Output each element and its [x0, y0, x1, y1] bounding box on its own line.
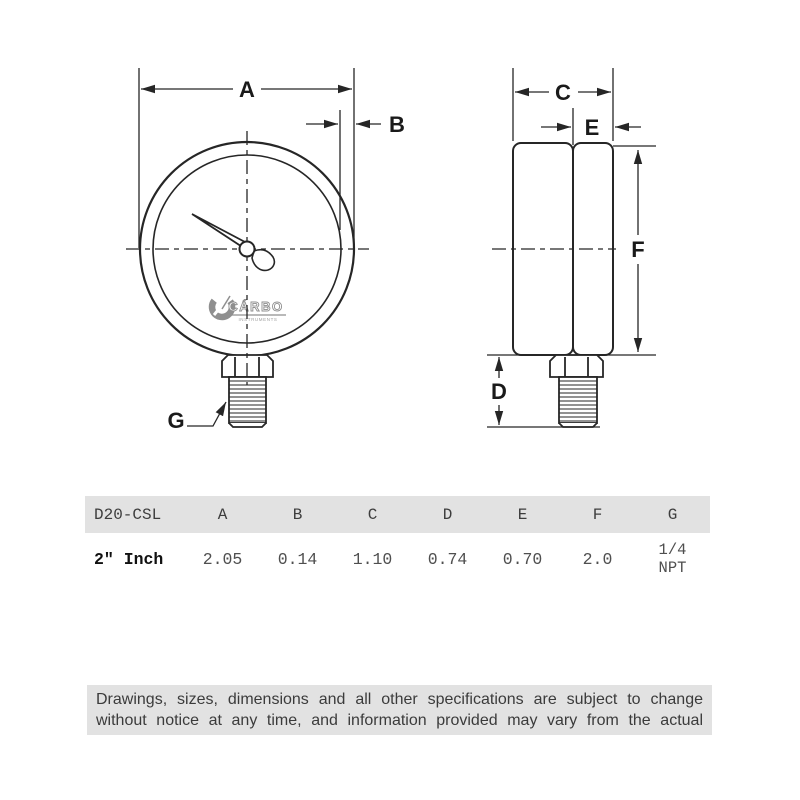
dim-g-leader [187, 402, 226, 426]
dim-label-g: G [167, 408, 185, 433]
table-value-e: 0.70 [502, 549, 543, 569]
table-value-f: 2.0 [582, 549, 613, 569]
table-value-a: 2.05 [202, 549, 243, 569]
dim-label-d: D [491, 379, 507, 404]
front-view [126, 68, 381, 427]
table-header-a: A [217, 505, 228, 524]
table-header-g: G [667, 505, 678, 524]
side-hex-nut [550, 355, 603, 377]
dim-label-e: E [584, 115, 600, 140]
disclaimer-line-2: without notice at any time, and information provided may vary from the actual [96, 712, 703, 729]
table-header-e: E [517, 505, 528, 524]
needle-hub [240, 242, 255, 257]
table-row-label: 2″ Inch [94, 549, 164, 569]
table-value-g-line1: 1/4 [658, 541, 687, 559]
disclaimer-line-1: Drawings, sizes, dimensions and all other specifications are subject to change [96, 691, 703, 708]
table-data-row [85, 533, 710, 585]
table-value-g [635, 541, 710, 577]
dimension-table [85, 496, 710, 585]
table-value-b: 0.14 [277, 549, 318, 569]
front-centerlines [126, 131, 369, 385]
logo-subtitle-text: INSTRUMENTS [238, 317, 278, 322]
dim-label-a: A [239, 77, 255, 102]
table-header-row [85, 496, 710, 533]
dim-label-b: B [389, 112, 405, 137]
dim-label-c: C [555, 80, 571, 105]
table-header-c: C [367, 505, 378, 524]
front-thread-chamfer [229, 423, 266, 427]
table-model-header: D20-CSL [94, 505, 162, 524]
table-header-f: F [592, 505, 603, 524]
needle-counterweight [252, 250, 274, 271]
dim-label-f: F [631, 237, 645, 262]
side-stem [550, 355, 603, 427]
disclaimer-box [87, 685, 712, 735]
table-header-b: B [292, 505, 303, 524]
table-value-c: 1.10 [352, 549, 393, 569]
table-value-g-line2: NPT [658, 559, 687, 577]
table-header-d: D [442, 505, 453, 524]
table-value-d: 0.74 [427, 549, 468, 569]
logo-brand-text: CÁRBO [228, 299, 284, 314]
side-thread-body [559, 377, 597, 423]
